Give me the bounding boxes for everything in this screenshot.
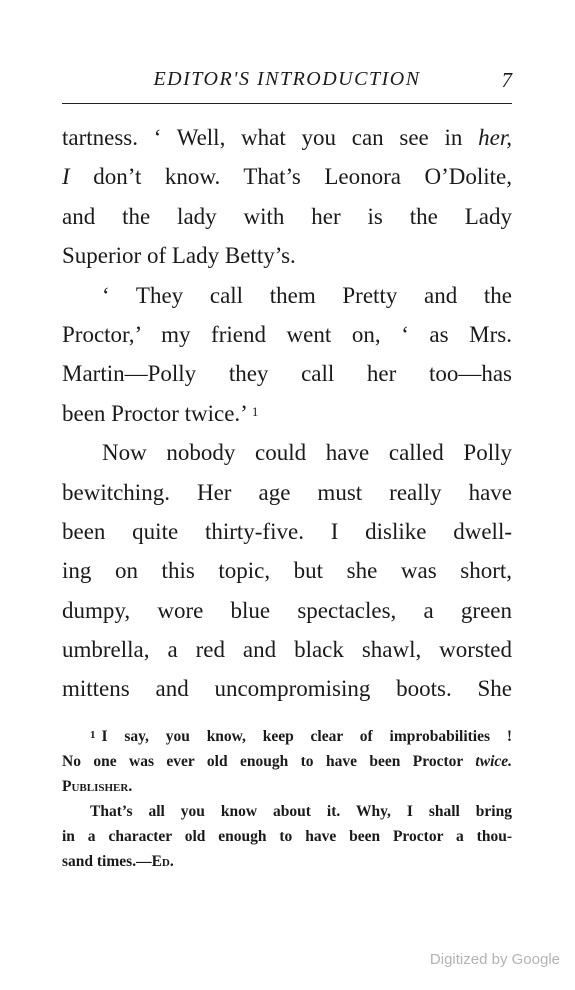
text-line	[62, 394, 512, 433]
text-span: been Proctor twice.’	[62, 400, 247, 426]
text-line: bewitching. Her age must really have	[62, 479, 512, 505]
footnote-line: That’s all you know about it. Why, I shall bring	[90, 803, 512, 820]
text-line	[62, 157, 512, 196]
footnote-line: in a character old enough to have been Proctor a thou-	[62, 828, 512, 845]
page-number: 7	[501, 68, 512, 92]
editor-signature: Ed.	[151, 853, 174, 870]
italic-text: twice.	[475, 753, 513, 770]
text-line: Superior of Lady Betty’s.	[62, 243, 296, 269]
footnote-marker: 1	[90, 729, 96, 741]
footnote-line	[62, 849, 512, 874]
italic-text: her,	[478, 125, 512, 150]
text-line: ing on this topic, but she was short,	[62, 558, 512, 584]
text-line: dumpy, wore blue spectacles, a green	[62, 597, 512, 623]
body-text	[62, 118, 512, 709]
text-line: ‘ They call them Pretty and the	[102, 282, 512, 308]
footnote-signature: Publisher.	[62, 778, 133, 795]
text-span: tartness. ‘ Well, what you can see in	[62, 125, 463, 150]
text-span: don’t know. That’s Leonora O’Dolite,	[93, 164, 512, 190]
footnotes	[62, 724, 512, 874]
text-line: Now nobody could have called Polly	[102, 440, 512, 466]
running-title: EDITOR'S INTRODUCTION	[153, 68, 421, 90]
text-line: mittens and uncompromising boots. She	[62, 676, 512, 702]
header-rule	[62, 103, 512, 104]
text-line: and the lady with her is the Lady	[62, 203, 512, 229]
italic-text: I	[62, 164, 70, 190]
text-line: umbrella, a red and black shawl, worsted	[62, 637, 512, 663]
footnote-line	[62, 749, 512, 774]
text-line: Proctor,’ my friend went on, ‘ as Mrs.	[62, 321, 512, 347]
text-span: No one was ever old enough to have been Proctor	[62, 753, 463, 770]
text-line: Martin—Polly they call her too—has	[62, 361, 512, 387]
text-span: sand times.—	[62, 853, 152, 870]
footnote-reference: 1	[251, 403, 259, 419]
text-span: I say, you know, keep clear of improbabilities !	[101, 728, 512, 745]
digitization-watermark: Digitized by Google	[429, 951, 560, 968]
running-head	[62, 64, 512, 98]
text-line: been quite thirty-five. I dislike dwell-	[62, 518, 512, 544]
text-line	[62, 118, 512, 157]
footnote-line	[62, 724, 512, 749]
